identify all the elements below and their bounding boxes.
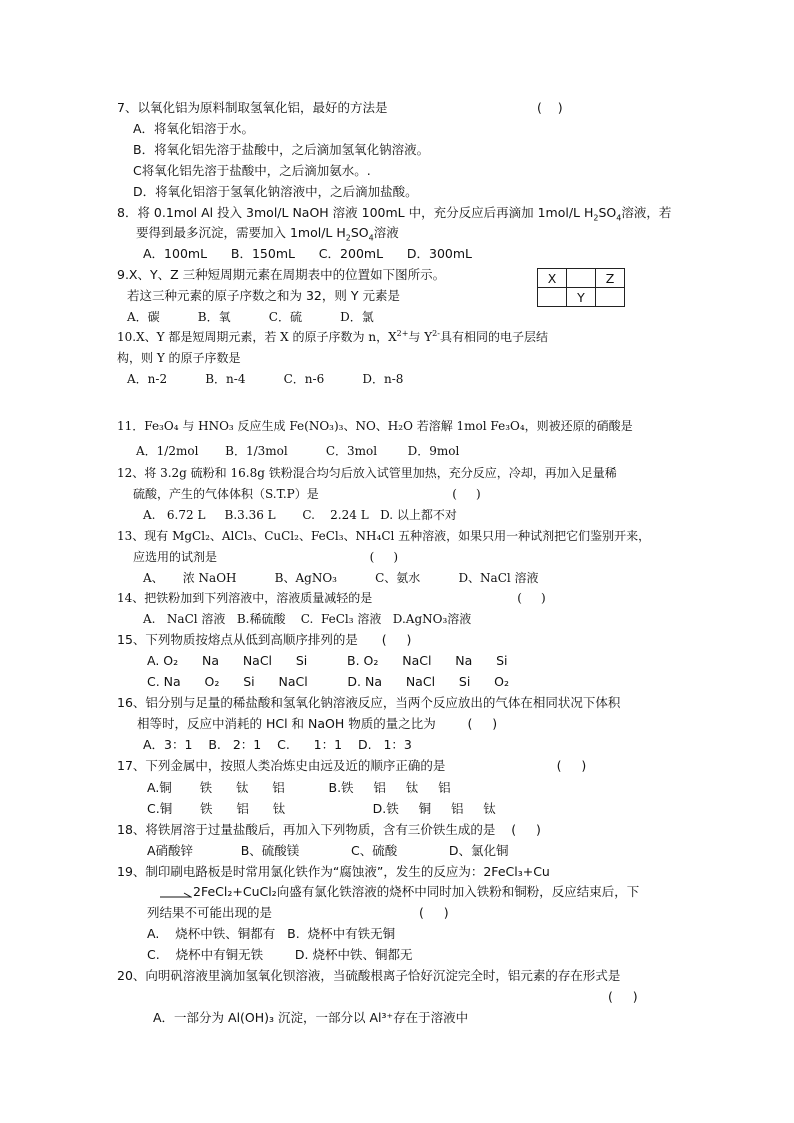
q8-l1-sub2: 4 — [616, 213, 622, 223]
q15-options-cd: C. Na O₂ Si NaCl D. Na NaCl Si O₂ — [147, 674, 509, 689]
q12-stem-line2: 硫酸，产生的气体体积（S.T.P）是 ( ) — [133, 487, 481, 501]
q10-stem-line1 — [117, 329, 548, 345]
q7-option-a: A．将氧化铝溶于水。 — [133, 121, 255, 136]
q15-stem: 15、下列物质按熔点从低到高顺序排列的是 ( ) — [117, 632, 412, 647]
q16-stem-line1: 16、铝分别与足量的稀盐酸和氢氧化钠溶液反应，当两个反应放出的气体在相同状况下体积 — [117, 695, 621, 710]
q10-sup2: 2- — [432, 329, 440, 338]
q13-stem-line2: 应选用的试剂是 ( ) — [133, 550, 399, 564]
q7-option-d: D．将氧化铝溶于氢氧化钠溶液中，之后滴加盐酸。 — [133, 184, 418, 199]
q10-stem-line2: 构，则 Y 的原子序数是 — [117, 351, 241, 365]
q8-l2-e: 溶液 — [373, 225, 399, 240]
q14-options: A. NaCl 溶液 B.稀硫酸 C. FeCl₃ 溶液 D.AgNO₃溶液 — [143, 612, 472, 626]
q8-l1-e: 溶液，若 — [621, 205, 672, 220]
q13-options: A、 浓 NaOH B、AgNO₃ C、氨水 D、NaCl 溶液 — [143, 571, 539, 585]
q17-options-cd: C.铜 铁 铝 钛 D.铁 铜 铝 钛 — [147, 801, 496, 816]
grid-cell-z: Z — [596, 269, 625, 288]
periodic-table-fragment — [537, 268, 625, 307]
q9-stem-line2: 若这三种元素的原子序数之和为 32，则 Y 元素是 — [127, 288, 400, 303]
q19-stem-line3: 列结果不可能出现的是 ( ) — [147, 905, 449, 920]
q17-stem: 17、下列金属中，按照人类冶炼史由远及近的顺序正确的是 ( ) — [117, 758, 587, 773]
q8-l1-sub1: 2 — [593, 213, 599, 223]
q8-options: A．100mL B．150mL C．200mL D．300mL — [143, 246, 472, 261]
q9-stem: 9.X、Y、Z 三种短周期元素在周期表中的位置如下图所示。 — [117, 267, 446, 282]
q8-stem-line1 — [117, 205, 671, 221]
q8-l2-sub1: 2 — [345, 233, 351, 243]
q8-l1-a: 8．将 0.1mol Al 投入 3mol/L NaOH 溶液 100mL 中，充分反应后再滴加 1mol/L H — [117, 205, 594, 220]
q20-stem: 20、向明矾溶液里滴加氢氧化钡溶液，当硫酸根离子恰好沉淀完全时，铝元素的存在形式是 — [117, 968, 621, 983]
q8-l1-c: SO — [598, 205, 617, 220]
q19-options-cd: C. 烧杯中有铜无铁 D. 烧杯中铁、铜都无 — [147, 947, 413, 962]
q11-stem: 11．Fe₃O₄ 与 HNO₃ 反应生成 Fe(NO₃)₃、NO、H₂O 若溶解 1mol Fe₃O₄，则被还原的硝酸是 — [117, 419, 633, 433]
q13-stem-line1: 13、现有 MgCl₂、AlCl₃、CuCl₂、FeCl₃、NH₄Cl 五种溶液，如果只用一种试剂把它们鉴别开来， — [117, 529, 651, 543]
q7-option-b: B．将氧化铝先溶于盐酸中，之后滴加氢氧化钠溶液。 — [133, 142, 430, 157]
q15-options-ab: A. O₂ Na NaCl Si B. O₂ NaCl Na Si — [147, 653, 508, 668]
q8-l2-a: 要得到最多沉淀，需要加入 1mol/L H — [136, 225, 346, 240]
q11-options: A．1/2mol B．1/3mol C．3mol D．9mol — [136, 444, 460, 458]
q20-option-a: A．一部分为 Al(OH)₃ 沉淀，一部分以 Al³⁺存在于溶液中 — [153, 1010, 469, 1025]
q12-stem-line1: 12、将 3.2g 硫粉和 16.8g 铁粉混合均匀后放入试管里加热，充分反应，冷却，再加入足量稀 — [117, 466, 617, 480]
q8-l2-sub2: 4 — [368, 233, 374, 243]
q14-stem: 14、把铁粉加到下列溶液中，溶液质量减轻的是 ( ) — [117, 591, 546, 605]
grid-cell-empty — [567, 269, 596, 288]
q8-l2-c: SO — [350, 225, 369, 240]
grid-cell-empty — [596, 288, 625, 307]
q16-options: A．3：1 B. 2：1 C. 1：1 D. 1：3 — [143, 737, 412, 752]
q10-options: A．n-2 B．n-4 C．n-6 D．n-8 — [127, 372, 404, 386]
q9-options: A．碳 B．氧 C．硫 D．氯 — [127, 310, 374, 324]
q12-options: A. 6.72 L B.3.36 L C. 2.24 L D. 以上都不对 — [143, 508, 457, 522]
grid-cell-y: Y — [567, 288, 596, 307]
q10-sup1: 2+ — [396, 329, 409, 338]
q7-stem: 7、以氧化铝为原料制取氢氧化铝，最好的方法是 — [117, 100, 388, 115]
q7-answer-bracket: ( ) — [537, 100, 563, 115]
q18-options: A硝酸锌 B、硫酸镁 C、硫酸 D、氯化铜 — [147, 843, 509, 858]
q7-option-c: C将氧化铝先溶于盐酸中，之后滴加氨水。. — [133, 163, 371, 178]
q17-options-ab: A.铜 铁 钛 铝 B.铁 铝 钛 铝 — [147, 780, 451, 795]
q19-stem-line2: 2FeCl₂+CuCl₂向盛有氯化铁溶液的烧杯中同时加入铁粉和铜粉，反应结束后，下 — [193, 884, 640, 899]
q18-stem: 18、将铁屑溶于过量盐酸后，再加入下列物质，含有三价铁生成的是 ( ) — [117, 822, 541, 837]
q10-l1-c: 具有相同的电子层结 — [439, 330, 548, 344]
grid-cell-empty — [538, 288, 567, 307]
reaction-arrow-icon — [160, 891, 192, 899]
q16-stem-line2: 相等时，反应中消耗的 HCl 和 NaOH 物质的量之比为 ( ) — [137, 716, 498, 731]
q19-stem-line1: 19、制印刷电路板是时常用氯化铁作为“腐蚀液”，发生的反应为：2FeCl₃+Cu — [117, 864, 550, 879]
q10-l1-a: 10.X、Y 都是短周期元素，若 X 的原子序数为 n，X — [117, 330, 397, 344]
grid-cell-x: X — [538, 269, 567, 288]
q19-options-ab: A. 烧杯中铁、铜都有 B. 烧杯中有铁无铜 — [147, 926, 396, 941]
q8-stem-line2 — [136, 225, 399, 241]
q10-l1-b: 与 Y — [408, 330, 433, 344]
q20-answer-bracket: ( ) — [608, 989, 638, 1004]
